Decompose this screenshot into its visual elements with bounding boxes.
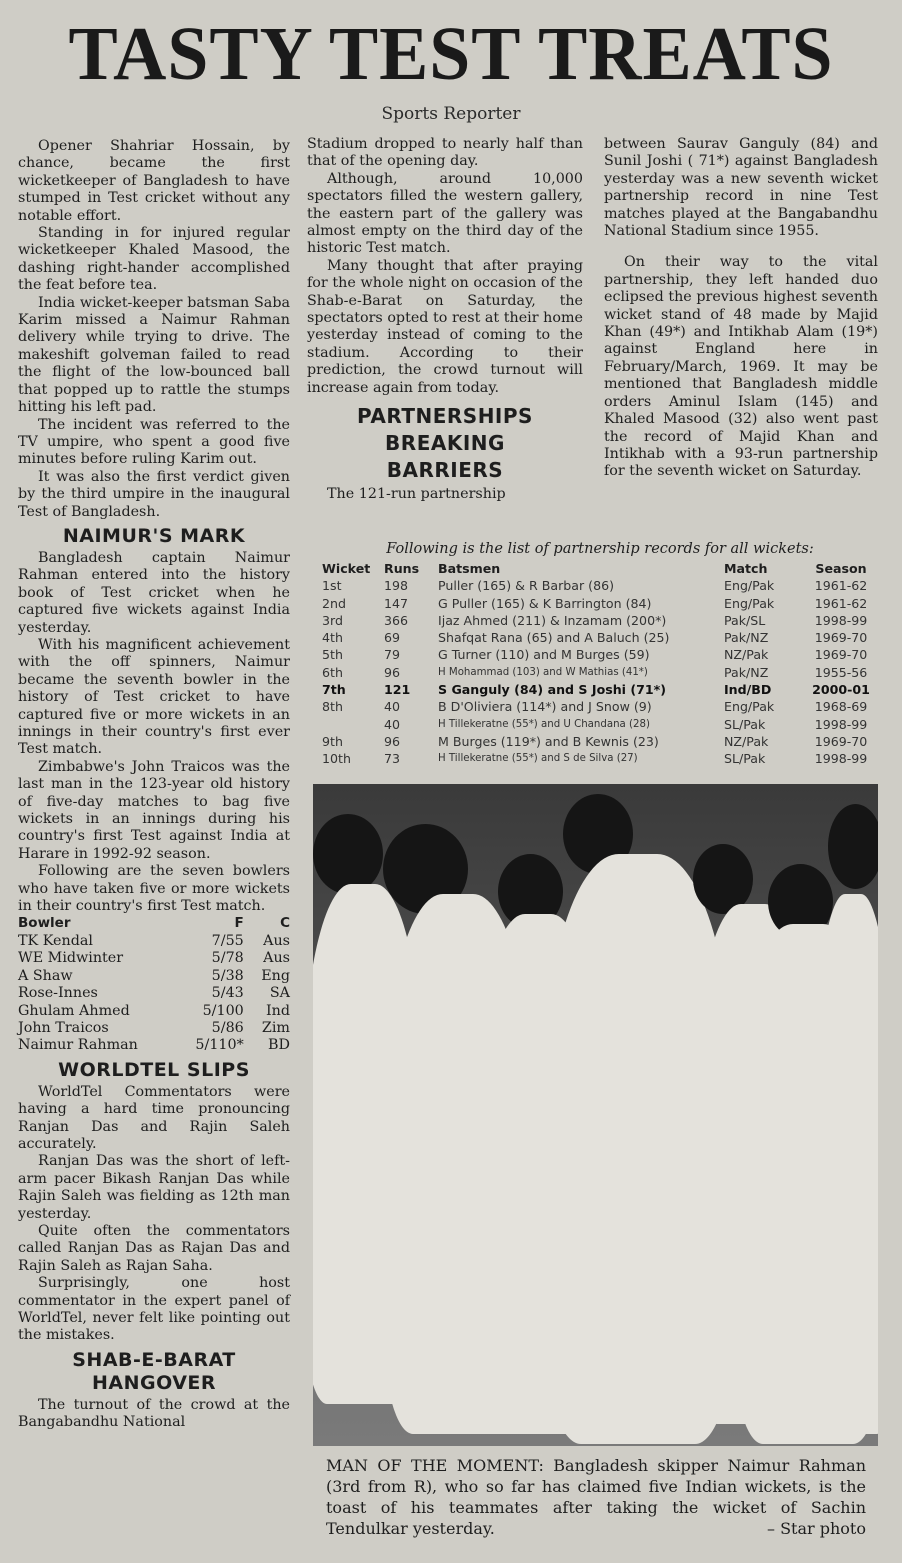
subheading-hangover: HANGOVER <box>91 1371 217 1394</box>
batsmen-cell: G Puller (165) & K Barrington (84) <box>438 595 652 611</box>
match-cell: Ind/BD <box>724 682 772 698</box>
bowler-name: Naimur Rahman <box>18 1037 138 1054</box>
batsmen-cell: S Ganguly (84) and S Joshi (71*) <box>438 682 667 698</box>
runs-cell: 366 <box>384 612 409 628</box>
subheading-line: PARTNERSHIPS <box>357 404 533 429</box>
bowler-figures: 5/38 <box>211 967 244 984</box>
table-row <box>322 664 878 681</box>
bowler-country: Zim <box>261 1019 290 1036</box>
runs-cell: 198 <box>384 578 409 594</box>
runs-cell: 69 <box>384 630 401 646</box>
paragraph: Opener Shahriar Hossain, by chance, became the first wicketkeeper of Bangladesh to have stumped in Test cricket without any notable effort. <box>18 138 290 224</box>
table-row-highlight <box>322 681 878 698</box>
match-cell: Eng/Pak <box>724 699 775 715</box>
table-row <box>18 933 290 950</box>
runs-cell: 147 <box>384 595 409 611</box>
bowler-figures: 5/110* <box>195 1037 244 1054</box>
paragraph: WorldTel Commentators were having a hard time pronouncing Ranjan Das and Rajin Saleh accurately. <box>18 1083 290 1152</box>
paragraph: It was also the first verdict given by the third umpire in the inaugural Test of Bangladesh. <box>18 468 290 520</box>
wicket-cell: 5th <box>322 647 343 663</box>
table-row <box>18 950 290 967</box>
batsmen-cell: Shafqat Rana (65) and A Baluch (25) <box>438 630 670 646</box>
bowler-name: Ghulam Ahmed <box>18 1002 130 1019</box>
wicket-cell: 2nd <box>322 595 346 611</box>
bowler-figures: 5/86 <box>211 1019 244 1036</box>
season-cell: 1998-99 <box>814 716 868 732</box>
batsmen-cell: B D'Oliviera (114*) and J Snow (9) <box>438 699 652 715</box>
table-header-row <box>18 915 290 932</box>
bowler-country: BD <box>268 1037 290 1054</box>
season-cell: 1961-62 <box>814 595 868 611</box>
team-celebration-photo <box>313 784 878 1446</box>
wicket-cell: 4th <box>322 630 343 646</box>
runs-cell: 96 <box>384 664 401 680</box>
subheading-partnerships <box>307 403 583 484</box>
match-cell: NZ/Pak <box>724 733 769 749</box>
batsmen-cell: H Mohammad (103) and W Mathias (41*) <box>438 666 648 678</box>
subheading-worldtel-slips: WORLDTEL SLIPS <box>58 1058 250 1081</box>
column-header: Runs <box>384 561 420 576</box>
subheading-naimurs-mark: NAIMUR'S MARK <box>62 524 246 547</box>
bowler-figures: 5/100 <box>202 1002 244 1019</box>
subheading-line: BREAKING <box>385 431 505 456</box>
season-cell: 1969-70 <box>814 630 868 646</box>
wicket-cell: 1st <box>322 578 342 594</box>
wicket-cell: 3rd <box>322 612 343 628</box>
runs-cell: 79 <box>384 647 401 663</box>
match-cell: SL/Pak <box>724 751 766 767</box>
batsmen-cell: G Turner (110) and M Burges (59) <box>438 647 650 663</box>
paragraph: The 121-run partnership <box>327 486 506 503</box>
wicket-cell: 8th <box>322 699 343 715</box>
table-header-row <box>322 560 878 577</box>
column-header: F <box>234 915 244 932</box>
table-row <box>18 1003 290 1020</box>
column-header: Bowler <box>18 915 71 932</box>
subheading-shab-e-barat: SHAB-E-BARAT <box>72 1348 236 1371</box>
match-cell: Pak/NZ <box>724 630 769 646</box>
bowler-figures: 5/78 <box>211 950 244 967</box>
batsmen-cell: Ijaz Ahmed (211) & Inzamam (200*) <box>438 612 667 628</box>
bowlers-table <box>18 915 290 1054</box>
paragraph: Stadium dropped to nearly half than that of the opening day. <box>307 136 583 170</box>
match-cell: Eng/Pak <box>724 578 775 594</box>
column-2 <box>307 136 583 504</box>
player-figure <box>813 894 878 1434</box>
bowler-country: Eng <box>261 967 290 984</box>
paragraph: Bangladesh captain Naimur Rahman entered into the history book of Test cricket when he captured five wickets against India yesterday. <box>18 549 290 636</box>
table-row <box>322 646 878 663</box>
match-cell: SL/Pak <box>724 716 766 732</box>
column-header: C <box>280 915 290 932</box>
runs-cell: 96 <box>384 733 401 749</box>
photo-credit: – Star photo <box>767 1519 866 1538</box>
bowler-country: Aus <box>263 950 290 967</box>
records-table <box>322 560 878 768</box>
photo-caption <box>326 1455 866 1539</box>
bowler-name: Rose-Innes <box>18 985 98 1002</box>
match-cell: Eng/Pak <box>724 595 775 611</box>
bowler-country: SA <box>269 985 290 1002</box>
paragraph: Zimbabwe's John Traicos was the last man in the 123-year old history of five-day matches to bag five wickets in an innings during his country's first Test against India at Harare in 1992-92 season. <box>18 758 290 862</box>
paragraph: On their way to the vital partnership, they left handed duo eclipsed the previous highest seventh wicket stand of 48 made by Majid Khan (49*) and Intikhab Alam (19*) against England here in February/March, 1969. It may be mentioned that Bangladesh middle orders Aminul Islam (145) and Khaled Masood (32) also went past the record of Majid Khan and Intikhab with a 93-run partnership for the seventh wicket on Saturday. <box>604 254 878 480</box>
partnership-records <box>322 538 878 768</box>
column-header: Season <box>815 561 867 576</box>
paragraph: Although, around 10,000 spectators filled the western gallery, the eastern part of the gallery was almost empty on the third day of the historic Test match. <box>307 170 583 257</box>
column-header: Wicket <box>322 561 371 576</box>
bowler-name: TK Kendal <box>18 932 93 949</box>
column-1 <box>18 138 290 1432</box>
table-row <box>322 577 878 594</box>
season-cell: 1968-69 <box>814 699 868 715</box>
match-cell: Pak/SL <box>724 612 766 628</box>
paragraph: The turnout of the crowd at the Bangabandhu National <box>18 1396 290 1431</box>
season-cell: 1969-70 <box>814 733 868 749</box>
player-head <box>828 804 878 889</box>
season-cell: 1998-99 <box>814 612 868 628</box>
runs-cell: 73 <box>384 751 401 767</box>
batsmen-cell: Puller (165) & R Barbar (86) <box>438 578 615 594</box>
table-row <box>18 1020 290 1037</box>
table-row <box>18 985 290 1002</box>
paragraph: Ranjan Das was the short of left-arm pacer Bikash Ranjan Das while Rajin Saleh was fielding as 12th man yesterday. <box>18 1153 290 1222</box>
column-header: Batsmen <box>438 561 501 576</box>
wicket-cell: 7th <box>322 682 346 698</box>
wicket-cell: 9th <box>322 733 343 749</box>
bowler-figures: 7/55 <box>211 932 244 949</box>
bowler-name: A Shaw <box>18 967 73 984</box>
runs-cell: 40 <box>384 716 401 732</box>
column-3 <box>604 136 878 481</box>
match-cell: Pak/NZ <box>724 664 769 680</box>
batsmen-cell: H Tillekeratne (55*) and U Chandana (28) <box>438 718 650 730</box>
bowler-name: WE Midwinter <box>18 950 124 967</box>
bowler-name: John Traicos <box>18 1019 109 1036</box>
table-row <box>18 968 290 985</box>
table-row <box>322 629 878 646</box>
match-cell: NZ/Pak <box>724 647 769 663</box>
table-row <box>322 750 878 767</box>
paragraph: Many thought that after praying for the whole night on occasion of the Shab-e-Barat on Saturday, the spectators opted to rest at their home yesterday instead of coming to the stadium. According to their prediction, the crowd turnout will increase again from today. <box>307 257 583 396</box>
table-row <box>322 595 878 612</box>
season-cell: 1961-62 <box>814 578 868 594</box>
paragraph: Standing in for injured regular wicketkeeper Khaled Masood, the dashing right-hander accomplished the feat before tea. <box>18 225 290 294</box>
table-row <box>322 733 878 750</box>
runs-cell: 40 <box>384 699 401 715</box>
runs-cell: 121 <box>384 682 411 698</box>
records-title: Following is the list of partnership records for all wickets: <box>386 541 814 557</box>
paragraph: Surprisingly, one host commentator in the expert panel of WorldTel, never felt like pointing out the mistakes. <box>18 1275 290 1344</box>
bowler-country: Aus <box>263 932 290 949</box>
paragraph: With his magnificent achievement with the off spinners, Naimur became the seventh bowler in the history of Test cricket to have captured five or more wickets in an innings in their country's first ever Test match. <box>18 636 290 758</box>
wicket-cell: 10th <box>322 751 351 767</box>
table-row <box>322 612 878 629</box>
batsmen-cell: M Burges (119*) and B Kewnis (23) <box>438 733 659 749</box>
subheading-line: BARRIERS <box>386 458 504 483</box>
table-row <box>322 698 878 715</box>
season-cell: 2000-01 <box>812 682 870 698</box>
wicket-cell: 6th <box>322 664 343 680</box>
wicket-cell <box>322 716 384 733</box>
headline: TASTY TEST TREATS <box>68 12 834 96</box>
bowler-figures: 5/43 <box>211 985 244 1002</box>
season-cell: 1969-70 <box>814 647 868 663</box>
paragraph: The incident was referred to the TV umpire, who spent a good five minutes before ruling Karim out. <box>18 416 290 468</box>
paragraph: between Saurav Ganguly (84) and Sunil Joshi ( 71*) against Bangladesh yesterday was a new seventh wicket partnership record in nine Test matches played at the Bangabandhu National Stadium since 1955. <box>604 136 878 240</box>
paragraph: India wicket-keeper batsman Saba Karim missed a Naimur Rahman delivery while trying to drive. The makeshift golveman failed to read the flight of the low-bounced ball that popped up to rattle the stumps hitting his left pad. <box>18 294 290 416</box>
table-row <box>322 716 878 733</box>
paragraph: Quite often the commentators called Ranjan Das as Rajan Das and Rajin Saleh as Rajan Saha. <box>18 1222 290 1274</box>
batsmen-cell: H Tillekeratne (55*) and S de Silva (27) <box>438 753 638 765</box>
bowler-country: Ind <box>265 1002 290 1019</box>
column-header: Match <box>724 561 768 576</box>
table-row <box>18 1037 290 1054</box>
byline: Sports Reporter <box>381 104 521 124</box>
season-cell: 1955-56 <box>814 664 868 680</box>
player-head <box>313 814 383 894</box>
caption-text: MAN OF THE MOMENT: Bangladesh skipper Naimur Rahman (3rd from R), who so far has claimed five Indian wickets, is the toast of his teammates after taking the wicket of Sachin Tendulkar yesterday. <box>326 1456 866 1538</box>
paragraph: Following are the seven bowlers who have taken five or more wickets in their country's first Test match. <box>18 863 290 915</box>
season-cell: 1998-99 <box>814 751 868 767</box>
